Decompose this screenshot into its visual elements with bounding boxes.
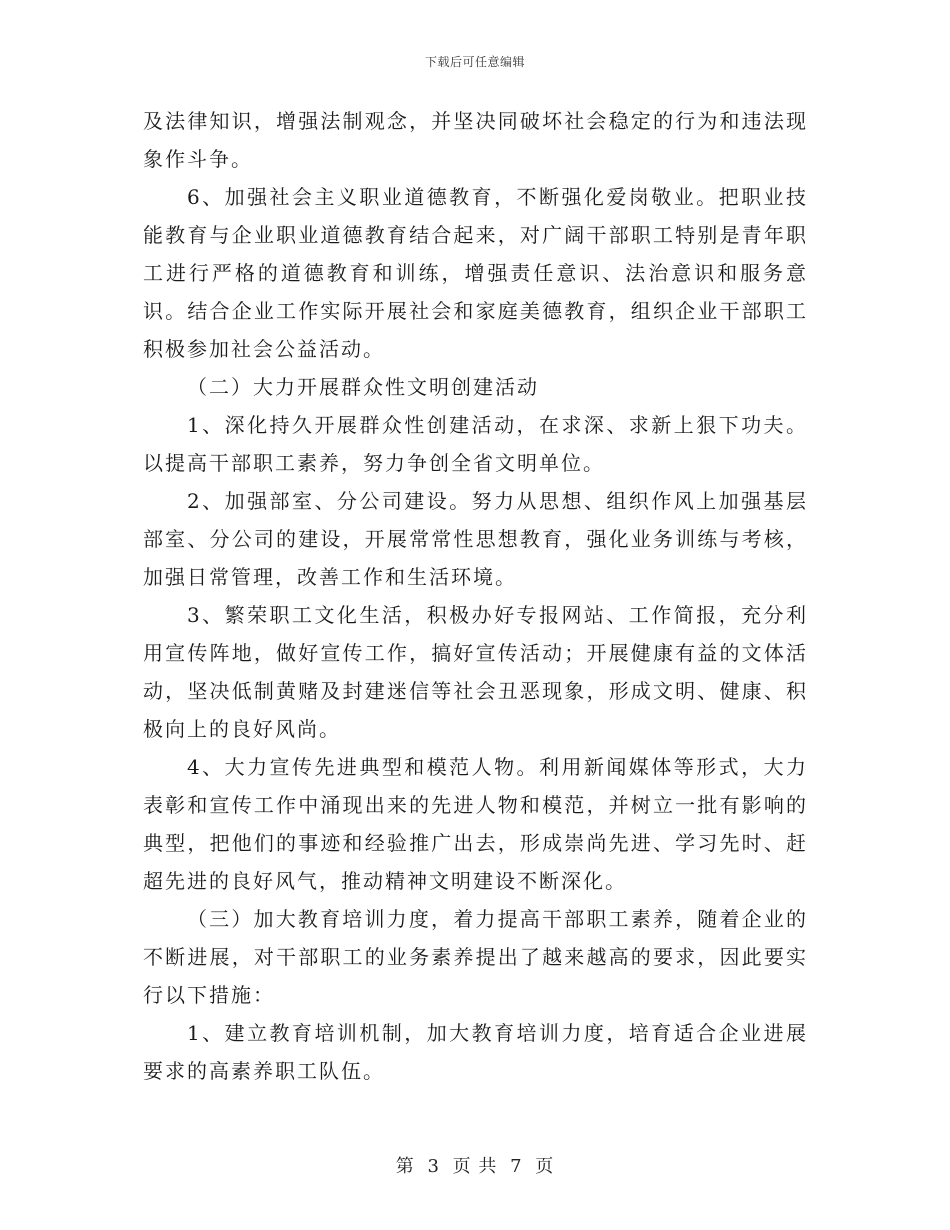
paragraph-s2-item-1: 1、深化持久开展群众性创建活动，在求深、求新上狠下功夫。以提高干部职工素养，努力争创全省文明单位。: [143, 413, 808, 475]
paragraph-item-6: 6、加强社会主义职业道德教育，不断强化爱岗敬业。把职业技能教育与企业职业道德教育结合起来，对广阔干部职工特别是青年职工进行严格的道德教育和训练，增强责任意识、法治意识和服务意识。结合企业工作实际开展社会和家庭美德教育，组织企业干部职工积极参加社会公益活动。: [143, 185, 808, 361]
paragraph-s2-item-3: 3、繁荣职工文化生活，积极办好专报网站、工作简报，充分利用宣传阵地，做好宣传工作，搞好宣传活动；开展健康有益的文体活动，坚决低制黄赌及封建迷信等社会丑恶现象，形成文明、健康、积极向上的良好风尚。: [143, 603, 808, 741]
current-page-number: 3: [427, 1156, 440, 1177]
paragraph-s3-item-1: 1、建立教育培训机制，加大教育培训力度，培育适合企业进展要求的高素养职工队伍。: [143, 1021, 808, 1083]
paragraph-continuation: 及法律知识，增强法制观念，并坚决同破坏社会稳定的行为和违法现象作斗争。: [143, 109, 808, 171]
total-pages-number: 7: [510, 1156, 523, 1177]
paragraph-s2-item-4: 4、大力宣传先进典型和模范人物。利用新闻媒体等形式，大力表彰和宣传工作中涌现出来的先进人物和模范，并树立一批有影响的典型，把他们的事迹和经验推广出去，形成崇尚先进、学习先时、赶超先进的良好风气，推动精神文明建设不断深化。: [143, 755, 808, 893]
page-header-note: 下载后可任意编辑: [424, 55, 525, 69]
page-footer: [0, 1152, 950, 1178]
paragraph-s2-item-2: 2、加强部室、分公司建设。努力从思想、组织作风上加强基层部室、分公司的建设，开展常常性思想教育，强化业务训练与考核，加强日常管理，改善工作和生活环境。: [143, 489, 808, 589]
body-text: [143, 102, 808, 1090]
section-heading-3: （三）加大教育培训力度，着力提高干部职工素养，随着企业的不断进展，对干部职工的业务素养提出了越来越高的要求，因此要实行以下措施：: [143, 907, 808, 1007]
section-heading-2: （二）大力开展群众性文明创建活动: [187, 375, 539, 399]
footer-prefix: 第: [395, 1156, 415, 1177]
footer-suffix: 页: [535, 1156, 555, 1177]
footer-middle: 页 共: [452, 1156, 498, 1177]
